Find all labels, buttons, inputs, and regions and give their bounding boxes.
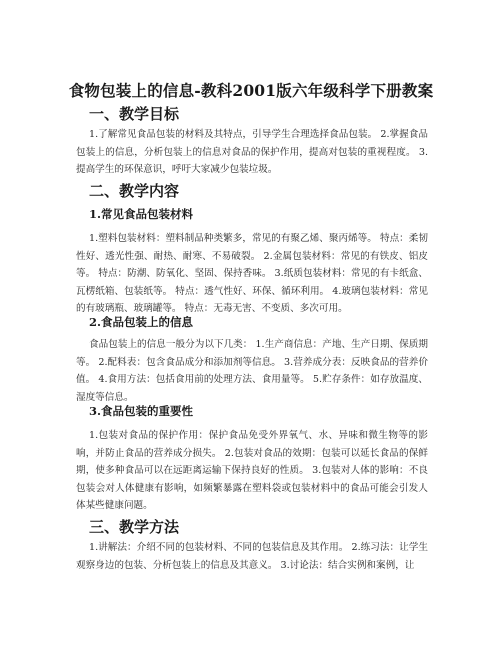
document-title: 食物包装上的信息-教科2001版六年级科学下册教案: [68, 81, 434, 100]
section-heading-teaching-content: 二、教学内容: [89, 182, 180, 200]
section-heading-teaching-methods: 三、教学方法: [89, 518, 180, 536]
section-heading-teaching-goals: 一、教学目标: [89, 105, 180, 123]
teaching-methods-paragraph: 1.讲解法：介绍不同的包装材料、不同的包装信息及其作用。 2.练习法：让学生观察身边的包装、分析包装上的信息及其意义。 3.讨论法：结合实例和案例，让: [76, 542, 428, 571]
subheading-package-info: 2.食品包装上的信息: [89, 315, 194, 329]
subheading-packaging-materials: 1.常见食品包装材料: [89, 207, 194, 221]
subheading-packaging-importance: 3.食品包装的重要性: [89, 404, 194, 418]
teaching-goals-paragraph: 1.了解常见食品包装的材料及其特点，引导学生合理选择食品包装。 2.掌握食品包装上的信息，分析包装上的信息对食品的保护作用，提高对包装的重视程度。 3.提高学生的环保意识，呼吁大家减少包装垃圾。: [76, 129, 428, 176]
packaging-materials-paragraph: 1.塑料包装材料：塑料制品种类繁多，常见的有聚乙烯、聚丙烯等。 特点：柔韧性好、透光性强、耐热、耐寒、不易破裂。 2.金属包装材料：常见的有铁皮、铝皮等。 特点：防潮、防氧化、坚固、保持香味。 3.纸质包装材料：常见的有卡纸盒、瓦楞纸箱、包装纸等。 特点：透气性好、环保、循环利用。 4.玻璃包装材料：常见的有玻璃瓶、玻璃罐等。 特点：无毒无害、不变质、多次可用。: [76, 233, 428, 315]
package-info-paragraph: 食品包装上的信息一般分为以下几类： 1.生产商信息：产地、生产日期、保质期等。 2.配料表：包含食品成分和添加剂等信息。 3.营养成分表：反映食品的营养价值。 4.食用方法：包括食用前的处理方法、食用量等。 5.贮存条件：如存放温度、湿度等信息。: [76, 339, 428, 403]
packaging-importance-paragraph: 1.包装对食品的保护作用：保护食品免受外界氧气、水、异味和微生物等的影响，并防止食品的营养成分损失。 2.包装对食品的效期：包装可以延长食品的保鲜期，使多种食品可以在远距离运输下保持良好的性质。 3.包装对人体的影响：不良包装会对人体健康有影响，如频繁暴露在塑料袋或包装材料中的食品可能会引发人体某些健康问题。: [76, 430, 428, 512]
